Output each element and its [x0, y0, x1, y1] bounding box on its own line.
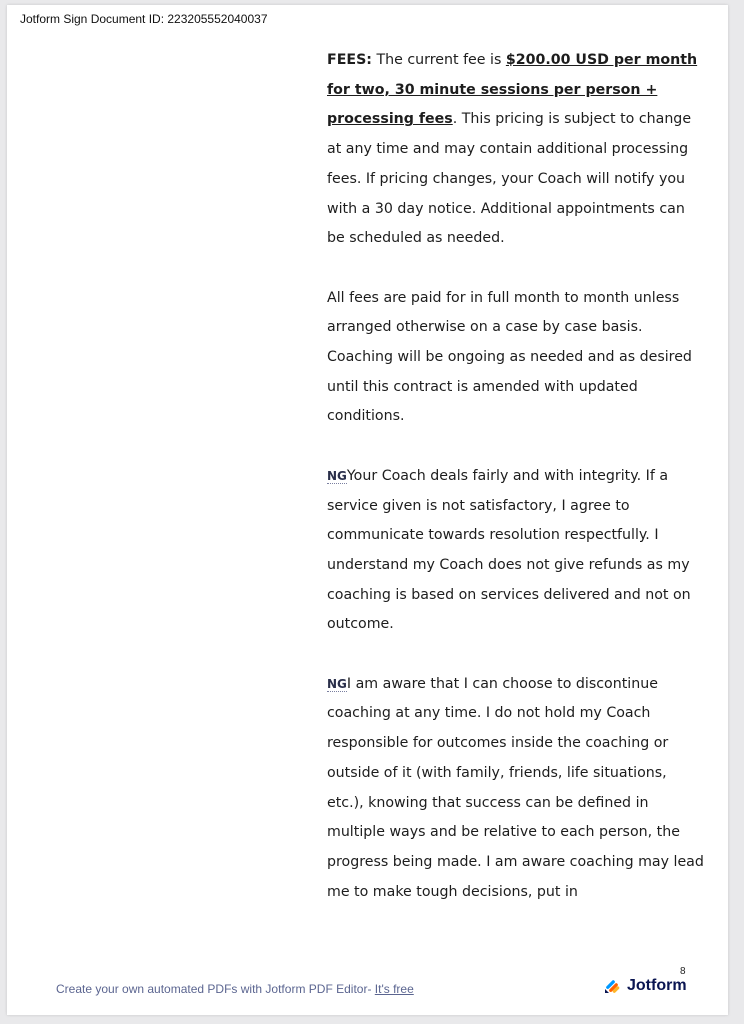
- fees-paragraph: [327, 46, 707, 254]
- footer-promo: [56, 982, 414, 996]
- integrity-paragraph: [327, 462, 707, 640]
- integrity-text: Your Coach deals fairly and with integrity. If a service given is not satisfactory, I agree to communicate towards resolution respectfully. I understand my Coach does not give refunds as my coaching is based on services delivered and not on outcome.: [327, 467, 691, 633]
- document-id-header: Jotform Sign Document ID: 223205552040037: [20, 12, 268, 26]
- fees-label: FEES:: [327, 52, 372, 68]
- jotform-logo-icon: [604, 978, 622, 994]
- discontinue-text: I am aware that I can choose to discontinue coaching at any time. I do not hold my Coach responsible for outcomes inside the coaching or outside of it (with family, friends, life situations, etc.), knowing that success can be defined in multiple ways and be relative to each person, the progress being made. I am aware coaching may lead me to make tough decisions, put in: [327, 675, 704, 900]
- fees-price-text: $200.00 USD per month for two, 30 minute sessions per person + processing fees: [327, 52, 698, 128]
- jotform-logo-text: Jotform: [627, 977, 687, 994]
- document-body: [327, 46, 707, 937]
- fees-rest-text: . This pricing is subject to change at any time and may contain additional processing fees. If pricing changes, your Coach will notify you with a 30 day notice. Additional appointments can be scheduled as needed.: [327, 111, 692, 247]
- initials-field[interactable]: NG: [327, 468, 347, 483]
- initials-field[interactable]: NG: [327, 676, 347, 691]
- page-number: 8: [680, 966, 686, 977]
- payment-paragraph: All fees are paid for in full month to month unless arranged otherwise on a case by case basis. Coaching will be ongoing as needed and as desired until this contract is amended with updated conditions.: [327, 289, 692, 425]
- footer-promo-text: Create your own automated PDFs with Jotform PDF Editor-: [56, 982, 375, 996]
- fees-lead-text: The current fee is: [371, 52, 506, 68]
- footer-free-link[interactable]: It's free: [374, 982, 414, 996]
- jotform-logo[interactable]: [604, 977, 687, 995]
- document-page: [7, 5, 728, 1015]
- discontinue-paragraph: [327, 670, 707, 908]
